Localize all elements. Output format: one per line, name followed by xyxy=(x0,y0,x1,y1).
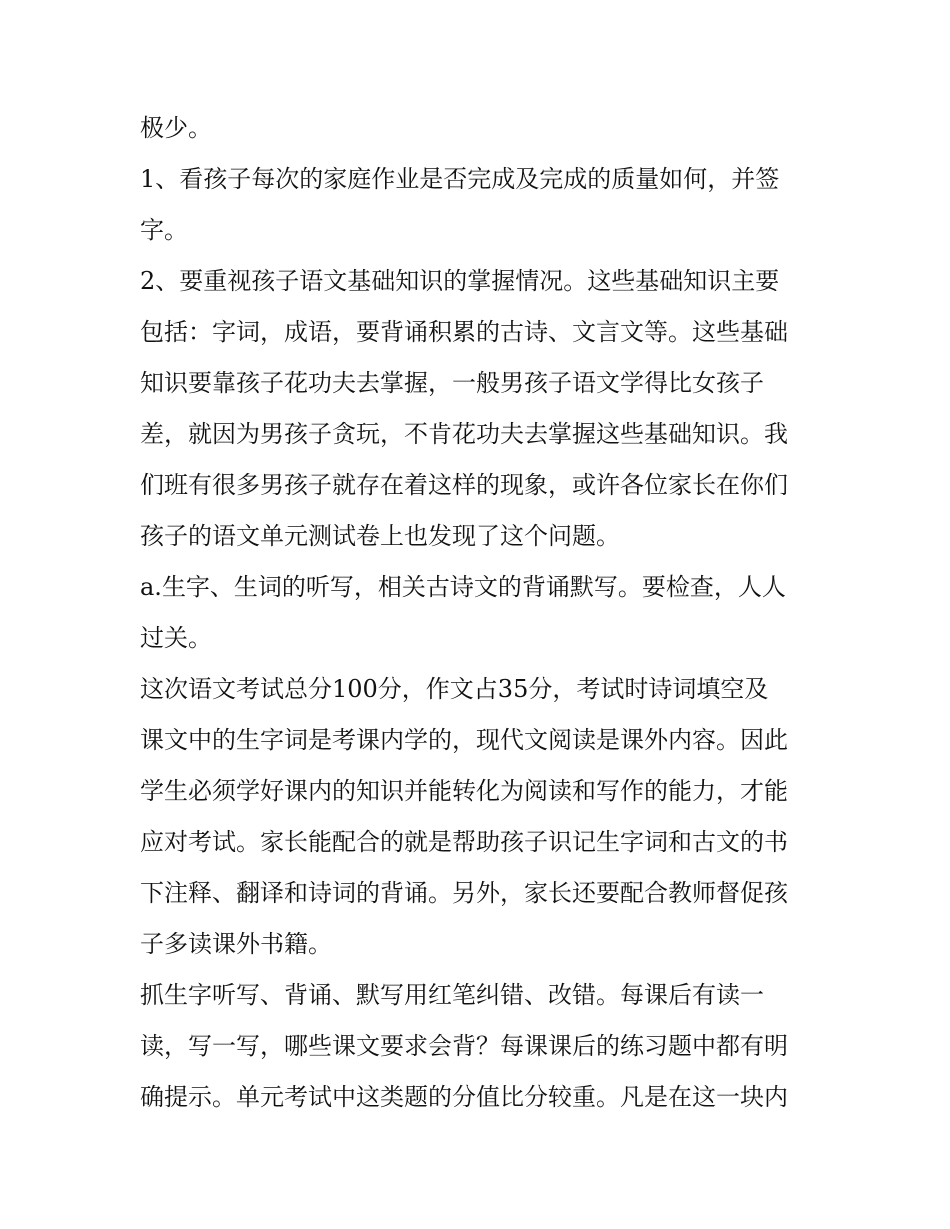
text-line: 1、看孩子每次的家庭作业是否完成及完成的质量如何，并签 xyxy=(140,165,780,193)
text-line: 抓生字听写、背诵、默写用红笔纠错、改错。每课后有读一 xyxy=(140,981,764,1009)
text-line: 包括：字词，成语，要背诵积累的古诗、文言文等。这些基础 xyxy=(140,318,788,346)
text-line: 子多读课外书籍。 xyxy=(140,930,332,958)
text-line: 极少。 xyxy=(140,114,212,142)
text-line: a.生字、生词的听写，相关古诗文的背诵默写。要检查，人人 xyxy=(140,573,786,601)
text-line: 这次语文考试总分100分，作文占35分，考试时诗词填空及 xyxy=(140,675,769,703)
text-line: 下注释、翻译和诗词的背诵。另外，家长还要配合教师督促孩 xyxy=(140,879,788,907)
text-line: 知识要靠孩子花功夫去掌握，一般男孩子语文学得比女孩子 xyxy=(140,369,764,397)
text-line: 学生必须学好课内的知识并能转化为阅读和写作的能力，才能 xyxy=(140,777,788,805)
text-line: 差，就因为男孩子贪玩，不肯花功夫去掌握这些基础知识。我 xyxy=(140,420,788,448)
text-line: 们班有很多男孩子就存在着这样的现象，或许各位家长在你们 xyxy=(140,471,788,499)
text-line: 2、要重视孩子语文基础知识的掌握情况。这些基础知识主要 xyxy=(140,267,780,295)
text-line: 字。 xyxy=(140,216,188,244)
text-line: 确提示。单元考试中这类题的分值比分较重。凡是在这一块内 xyxy=(140,1083,788,1111)
text-line: 读，写一写，哪些课文要求会背？每课课后的练习题中都有明 xyxy=(140,1032,788,1060)
text-line: 应对考试。家长能配合的就是帮助孩子识记生字词和古文的书 xyxy=(140,828,788,856)
text-line: 孩子的语文单元测试卷上也发现了这个问题。 xyxy=(140,522,620,550)
text-line: 过关。 xyxy=(140,624,212,652)
text-line: 课文中的生字词是考课内学的，现代文阅读是课外内容。因此 xyxy=(140,726,788,754)
document-body xyxy=(140,103,820,1123)
